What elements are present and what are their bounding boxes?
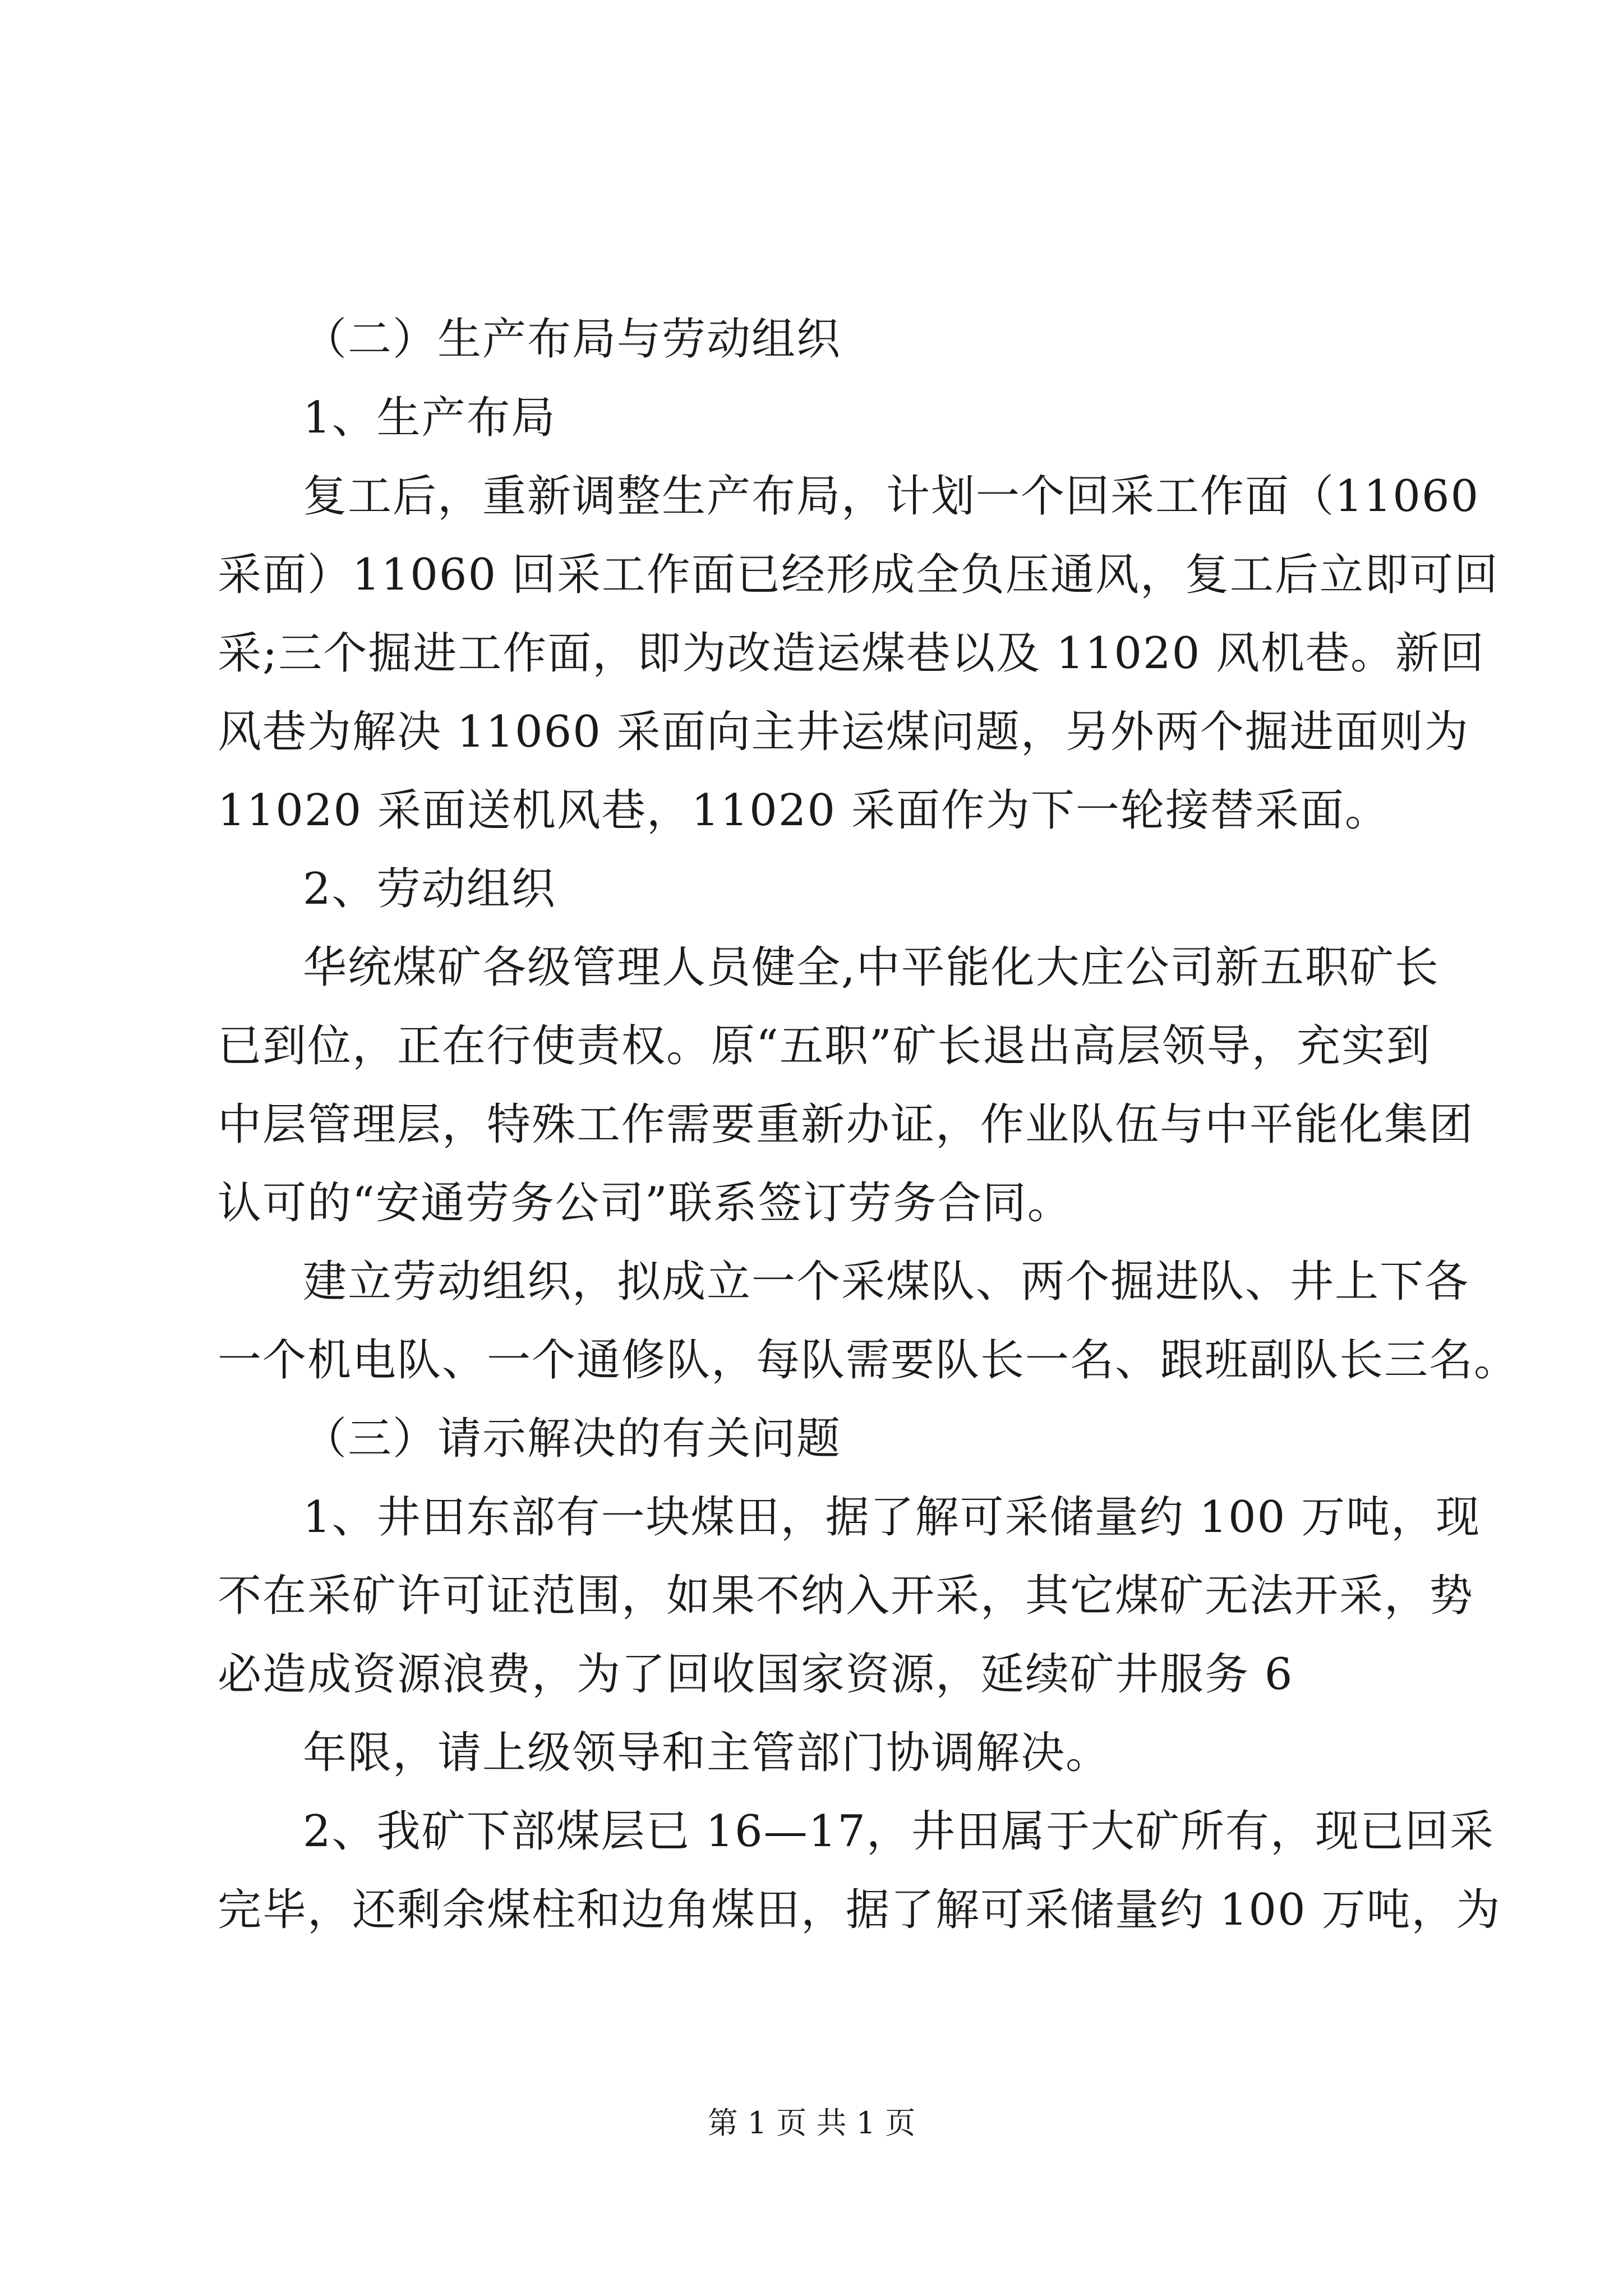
- paragraph-line: 不在采矿许可证范围，如果不纳入开采，其它煤矿无法开采，势: [218, 1571, 1474, 1621]
- paragraph-line: 11020 采面送机风巷，11020 采面作为下一轮接替采面。: [218, 785, 1390, 836]
- subheading-production-layout: 1、生产布局: [303, 393, 556, 443]
- paragraph-line: 必造成资源浪费，为了回收国家资源，延续矿井服务 6: [218, 1649, 1294, 1700]
- paragraph-line: 1、井田东部有一块煤田，据了解可采储量约 100 万吨，现: [303, 1492, 1481, 1543]
- paragraph-line: 一个机电队、一个通修队，每队需要队长一名、跟班副队长三名。: [218, 1335, 1519, 1386]
- paragraph-line: 风巷为解决 11060 采面向主井运煤问题，另外两个掘进面则为: [218, 707, 1469, 757]
- paragraph-line: 中层管理层，特殊工作需要重新办证，作业队伍与中平能化集团: [218, 1099, 1474, 1150]
- paragraph-line: 已到位，正在行使责权。原“五职”矿长退出高层领导，充实到: [218, 1021, 1431, 1071]
- paragraph-line: 华统煤矿各级管理人员健全,中平能化大庄公司新五职矿长: [303, 942, 1440, 993]
- paragraph-line: 采面）11060 回采工作面已经形成全负压通风，复工后立即可回: [218, 550, 1499, 600]
- paragraph-line: 完毕，还剩余煤柱和边角煤田，据了解可采储量约 100 万吨，为: [218, 1885, 1501, 1935]
- page-footer: 第 1 页 共 1 页: [707, 2105, 916, 2141]
- section-heading-production-layout: （二）生产布局与劳动组织: [303, 314, 842, 365]
- paragraph-line: 采;三个掘进工作面，即为改造运煤巷以及 11020 风机巷。新回: [218, 628, 1485, 679]
- section-heading-issues: （三）请示解决的有关问题: [303, 1414, 842, 1464]
- paragraph-line: 2、我矿下部煤层已 16—17，井田属于大矿所有，现已回采: [303, 1806, 1495, 1857]
- paragraph-line: 建立劳动组织，拟成立一个采煤队、两个掘进队、井上下各: [303, 1257, 1470, 1307]
- paragraph-line: 年限，请上级领导和主管部门协调解决。: [303, 1728, 1111, 1778]
- subheading-labor-organization: 2、劳动组织: [303, 864, 556, 914]
- paragraph-line: 认可的“安通劳务公司”联系签订劳务合同。: [218, 1178, 1072, 1228]
- paragraph-line: 复工后，重新调整生产布局，计划一个回采工作面（11060: [303, 471, 1480, 522]
